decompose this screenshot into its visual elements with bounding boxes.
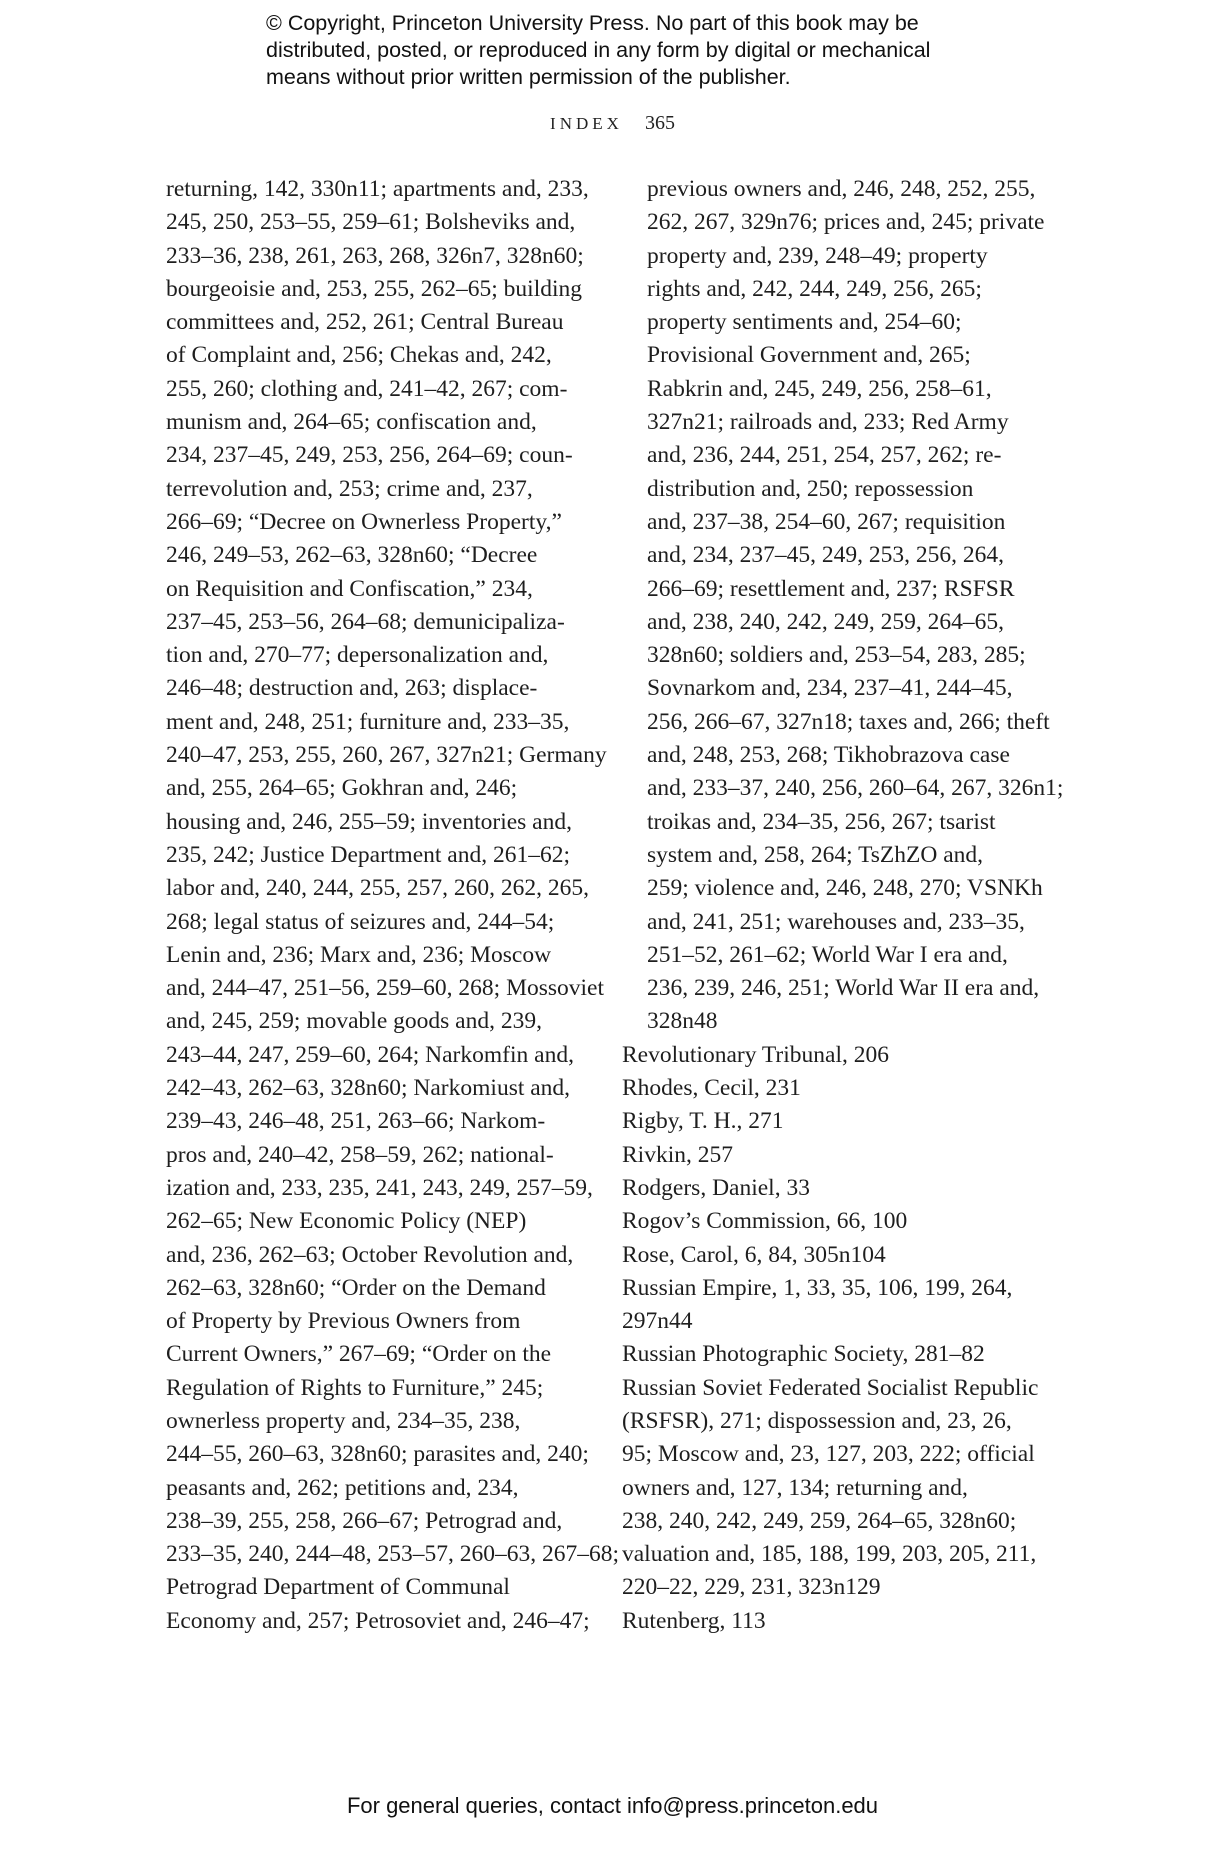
index-entry-line: owners and, 127, 134; returning and, <box>622 1474 968 1501</box>
index-entry-line: 262–65; New Economic Policy (NEP) <box>166 1208 527 1235</box>
index-entry-line: tion and, 270–77; depersonalization and, <box>166 642 549 669</box>
index-entry-line: property and, 239, 248–49; property <box>647 242 988 269</box>
index-entry-line: 95; Moscow and, 23, 127, 203, 222; official <box>622 1441 1035 1468</box>
index-entry-line: (RSFSR), 271; dispossession and, 23, 26, <box>622 1407 1012 1434</box>
index-entry-line: troikas and, 234–35, 256, 267; tsarist <box>647 808 996 835</box>
running-head <box>0 112 1225 135</box>
index-entry-line: Rhodes, Cecil, 231 <box>622 1075 801 1102</box>
index-entry-line: Rogov’s Commission, 66, 100 <box>622 1208 908 1235</box>
index-entry-line: Russian Photographic Society, 281–82 <box>622 1341 985 1368</box>
index-entry-line: 244–55, 260–63, 328n60; parasites and, 240; <box>166 1441 589 1468</box>
index-entry-line: 262–63, 328n60; “Order on the Demand <box>166 1274 546 1301</box>
index-entry-line: 237–45, 253–56, 264–68; demunicipaliza- <box>166 608 565 635</box>
index-entry-line: 328n48 <box>647 1008 718 1035</box>
index-entry <box>622 1105 1042 1138</box>
index-entry-line: 297n44 <box>622 1308 693 1335</box>
index-entry-line: and, 245, 259; movable goods and, 239, <box>166 1008 542 1035</box>
index-entry-line: Regulation of Rights to Furniture,” 245; <box>166 1374 544 1401</box>
index-entry-line: 220–22, 229, 231, 323n129 <box>622 1574 881 1601</box>
index-entry-line: and, 233–37, 240, 256, 260–64, 267, 326n1; <box>647 775 1064 802</box>
index-entry-line: and, 255, 264–65; Gokhran and, 246; <box>166 775 518 802</box>
index-entry-line: 328n60; soldiers and, 253–54, 283, 285; <box>647 642 1026 669</box>
index-entry-line: 268; legal status of seizures and, 244–54; <box>166 908 555 935</box>
index-entry-line: 259; violence and, 246, 248, 270; VSNKh <box>647 875 1043 902</box>
index-entry-line: 256, 266–67, 327n18; taxes and, 266; theft <box>647 708 1050 735</box>
index-entry-line: Sovnarkom and, 234, 237–41, 244–45, <box>647 675 1013 702</box>
index-entry-line: and, 237–38, 254–60, 267; requisition <box>647 508 1006 535</box>
index-entry-line: Rodgers, Daniel, 33 <box>622 1174 810 1201</box>
index-entry-line: housing and, 246, 255–59; inventories and, <box>166 808 572 835</box>
index-entry-line: ization and, 233, 235, 241, 243, 249, 257–59, <box>166 1174 593 1201</box>
index-entry-line: munism and, 264–65; confiscation and, <box>166 409 537 436</box>
index-entry-line: 233–36, 238, 261, 263, 268, 326n7, 328n60; <box>166 242 584 269</box>
index-entry-line: and, 238, 240, 242, 249, 259, 264–65, <box>647 608 1005 635</box>
index-entry-line: 240–47, 253, 255, 260, 267, 327n21; Germany <box>166 742 607 769</box>
index-entry-line: 238, 240, 242, 249, 259, 264–65, 328n60; <box>622 1507 1017 1534</box>
index-entry-line: 235, 242; Justice Department and, 261–62; <box>166 841 570 868</box>
index-entry-line: ownerless property and, 234–35, 238, <box>166 1407 521 1434</box>
index-entry <box>622 1072 1042 1105</box>
index-entry-line: pros and, 240–42, 258–59, 262; national- <box>166 1141 554 1168</box>
index-entry-line: distribution and, 250; repossession <box>647 475 974 502</box>
index-entry-line: and, 236, 244, 251, 254, 257, 262; re- <box>647 442 1002 469</box>
index-entry-line: Rivkin, 257 <box>622 1141 733 1168</box>
index-entry <box>622 1139 1042 1172</box>
index-entry-line: Rutenberg, 113 <box>622 1607 766 1634</box>
index-entry-line: 243–44, 247, 259–60, 264; Narkomfin and, <box>166 1041 574 1068</box>
index-entry-line: 255, 260; clothing and, 241–42, 267; com- <box>166 375 568 402</box>
index-entry-line: Russian Empire, 1, 33, 35, 106, 199, 264, <box>622 1274 1013 1301</box>
index-entry-line: 251–52, 261–62; World War I era and, <box>647 941 1008 968</box>
index-entry-line: property sentiments and, 254–60; <box>647 309 962 336</box>
index-column-left <box>166 173 620 1638</box>
index-entry-line: Revolutionary Tribunal, 206 <box>622 1041 889 1068</box>
index-entry-line: 242–43, 262–63, 328n60; Narkomiust and, <box>166 1075 571 1102</box>
index-entry <box>622 1272 1042 1339</box>
index-entry-line: bourgeoisie and, 253, 255, 262–65; building <box>166 275 583 302</box>
index-column-right <box>622 173 1064 1638</box>
index-entry-line: rights and, 242, 244, 249, 256, 265; <box>647 275 982 302</box>
index-entry-line: Provisional Government and, 265; <box>647 342 971 369</box>
index-entry-line: and, 241, 251; warehouses and, 233–35, <box>647 908 1025 935</box>
index-entry-line: Lenin and, 236; Marx and, 236; Moscow <box>166 941 552 968</box>
index-entry <box>622 1372 1042 1605</box>
copyright-line: means without prior written permission of the publisher. <box>266 65 791 89</box>
index-entry <box>622 173 1064 1039</box>
index-entry-line: and, 236, 262–63; October Revolution and, <box>166 1241 574 1268</box>
index-entry-line: 266–69; resettlement and, 237; RSFSR <box>647 575 1015 602</box>
index-entry-line: 238–39, 255, 258, 266–67; Petrograd and, <box>166 1507 563 1534</box>
index-entry-line: on Requisition and Confiscation,” 234, <box>166 575 533 602</box>
index-entry-line: returning, 142, 330n11; apartments and, 233, <box>166 176 589 202</box>
index-entry-line: 246–48; destruction and, 263; displace- <box>166 675 538 702</box>
footer-contact: For general queries, contact info@press.princeton.edu <box>346 1793 879 1818</box>
index-entry <box>622 1239 1042 1272</box>
index-entry-line: of Complaint and, 256; Chekas and, 242, <box>166 342 552 369</box>
index-entry <box>622 1205 1042 1238</box>
index-entry-line: 236, 239, 246, 251; World War II era and, <box>647 975 1040 1002</box>
index-entry-line: previous owners and, 246, 248, 252, 255, <box>647 176 1036 202</box>
index-entry <box>622 1172 1042 1205</box>
index-entry-line: Russian Soviet Federated Socialist Republic <box>622 1374 1039 1401</box>
running-head-label: INDEX <box>550 114 623 133</box>
index-entry-line: Rose, Carol, 6, 84, 305n104 <box>622 1241 886 1268</box>
index-entry-line: 245, 250, 253–55, 259–61; Bolsheviks and, <box>166 209 576 236</box>
index-entry-line: of Property by Previous Owners from <box>166 1308 521 1335</box>
index-entry-line: committees and, 252, 261; Central Bureau <box>166 309 564 336</box>
index-entry-line: 246, 249–53, 262–63, 328n60; “Decree <box>166 542 538 569</box>
index-entry-line: 239–43, 246–48, 251, 263–66; Narkom- <box>166 1108 546 1135</box>
index-entry-line: Rigby, T. H., 271 <box>622 1108 784 1135</box>
page-number: 365 <box>644 112 675 134</box>
index-entry-line: Economy and, 257; Petrosoviet and, 246–47; <box>166 1607 590 1634</box>
index-entry <box>166 173 620 1638</box>
index-entry-line: ment and, 248, 251; furniture and, 233–35, <box>166 708 570 735</box>
index-entry-line: 233–35, 240, 244–48, 253–57, 260–63, 267–68; <box>166 1541 620 1568</box>
index-entry-line: valuation and, 185, 188, 199, 203, 205, 211, <box>622 1541 1037 1568</box>
index-entry-line: 234, 237–45, 249, 253, 256, 264–69; coun- <box>166 442 573 469</box>
index-entry-line: 266–69; “Decree on Ownerless Property,” <box>166 508 562 535</box>
index-entry-line: and, 234, 237–45, 249, 253, 256, 264, <box>647 542 1005 569</box>
copyright-line: © Copyright, Princeton University Press. No part of this book may be <box>266 11 919 35</box>
index-entry-line: 262, 267, 329n76; prices and, 245; private <box>647 209 1045 236</box>
index-entry-line: and, 244–47, 251–56, 259–60, 268; Mossoviet <box>166 975 605 1002</box>
index-entry-line: Rabkrin and, 245, 249, 256, 258–61, <box>647 375 992 402</box>
index-entry <box>622 1039 1042 1072</box>
index-entry-line: 327n21; railroads and, 233; Red Army <box>647 409 1009 436</box>
index-entry-line: labor and, 240, 244, 255, 257, 260, 262, 265, <box>166 875 589 902</box>
index-entry-line: Petrograd Department of Communal <box>166 1574 510 1601</box>
index-entry <box>622 1605 1042 1638</box>
index-entry-line: and, 248, 253, 268; Tikhobrazova case <box>647 742 1010 769</box>
index-entry-line: Current Owners,” 267–69; “Order on the <box>166 1341 552 1368</box>
index-entry <box>622 1338 1042 1371</box>
copyright-notice <box>266 10 1026 91</box>
index-entry-line: terrevolution and, 253; crime and, 237, <box>166 475 533 502</box>
copyright-line: distributed, posted, or reproduced in any form by digital or mechanical <box>266 38 931 62</box>
index-entry-line: peasants and, 262; petitions and, 234, <box>166 1474 519 1501</box>
index-entry-line: system and, 258, 264; TsZhZO and, <box>647 841 984 868</box>
